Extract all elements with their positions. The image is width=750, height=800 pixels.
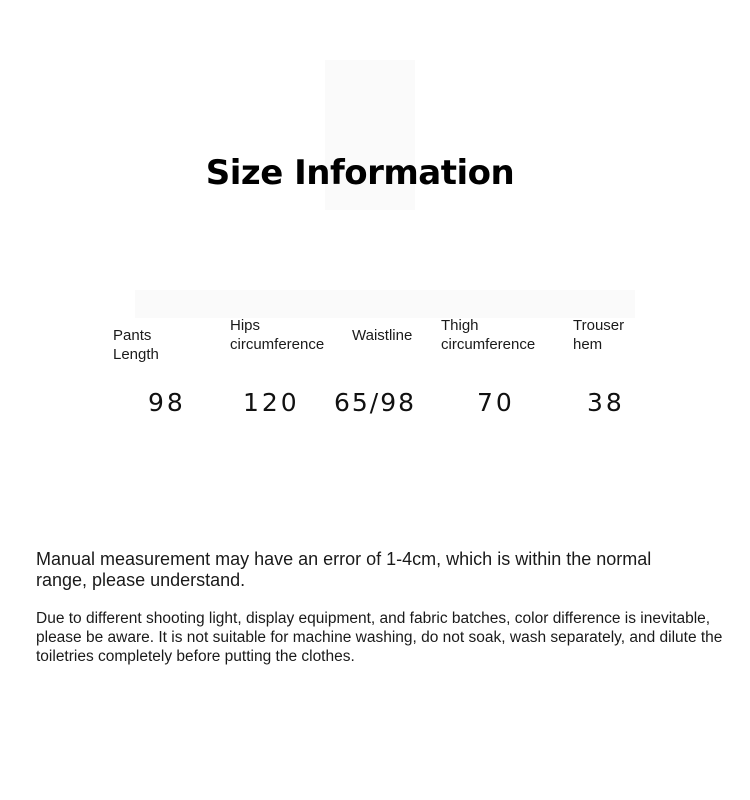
size-label-trouser-hem: Trouser hem [573, 317, 625, 353]
size-value-trouser-hem: 38 [587, 388, 625, 417]
size-table [0, 310, 750, 430]
size-label-waistline: Waistline [352, 327, 413, 344]
size-value-hips-circumference: 120 [243, 388, 300, 417]
care-note: Due to different shooting light, display equipment, and fabric batches, color difference is inevitable, please be aware. It is not suitable for machine washing, do not soak, wash separately, and dilute the toiletries completely before putting the clothes. [36, 610, 723, 665]
size-label-thigh-circumference: Thigh circumference [441, 317, 536, 353]
page-title: Size Information [205, 153, 515, 193]
size-value-waistline: 65/98 [334, 388, 417, 417]
measurement-note: Manual measurement may have an error of 1-4cm, which is within the normal range, please understand. [36, 549, 652, 590]
size-value-pants-length: 98 [148, 388, 186, 417]
size-label-pants-length: Pants Length [113, 327, 159, 363]
size-label-hips-circumference: Hips circumference [230, 317, 325, 353]
size-value-thigh-circumference: 70 [477, 388, 515, 417]
